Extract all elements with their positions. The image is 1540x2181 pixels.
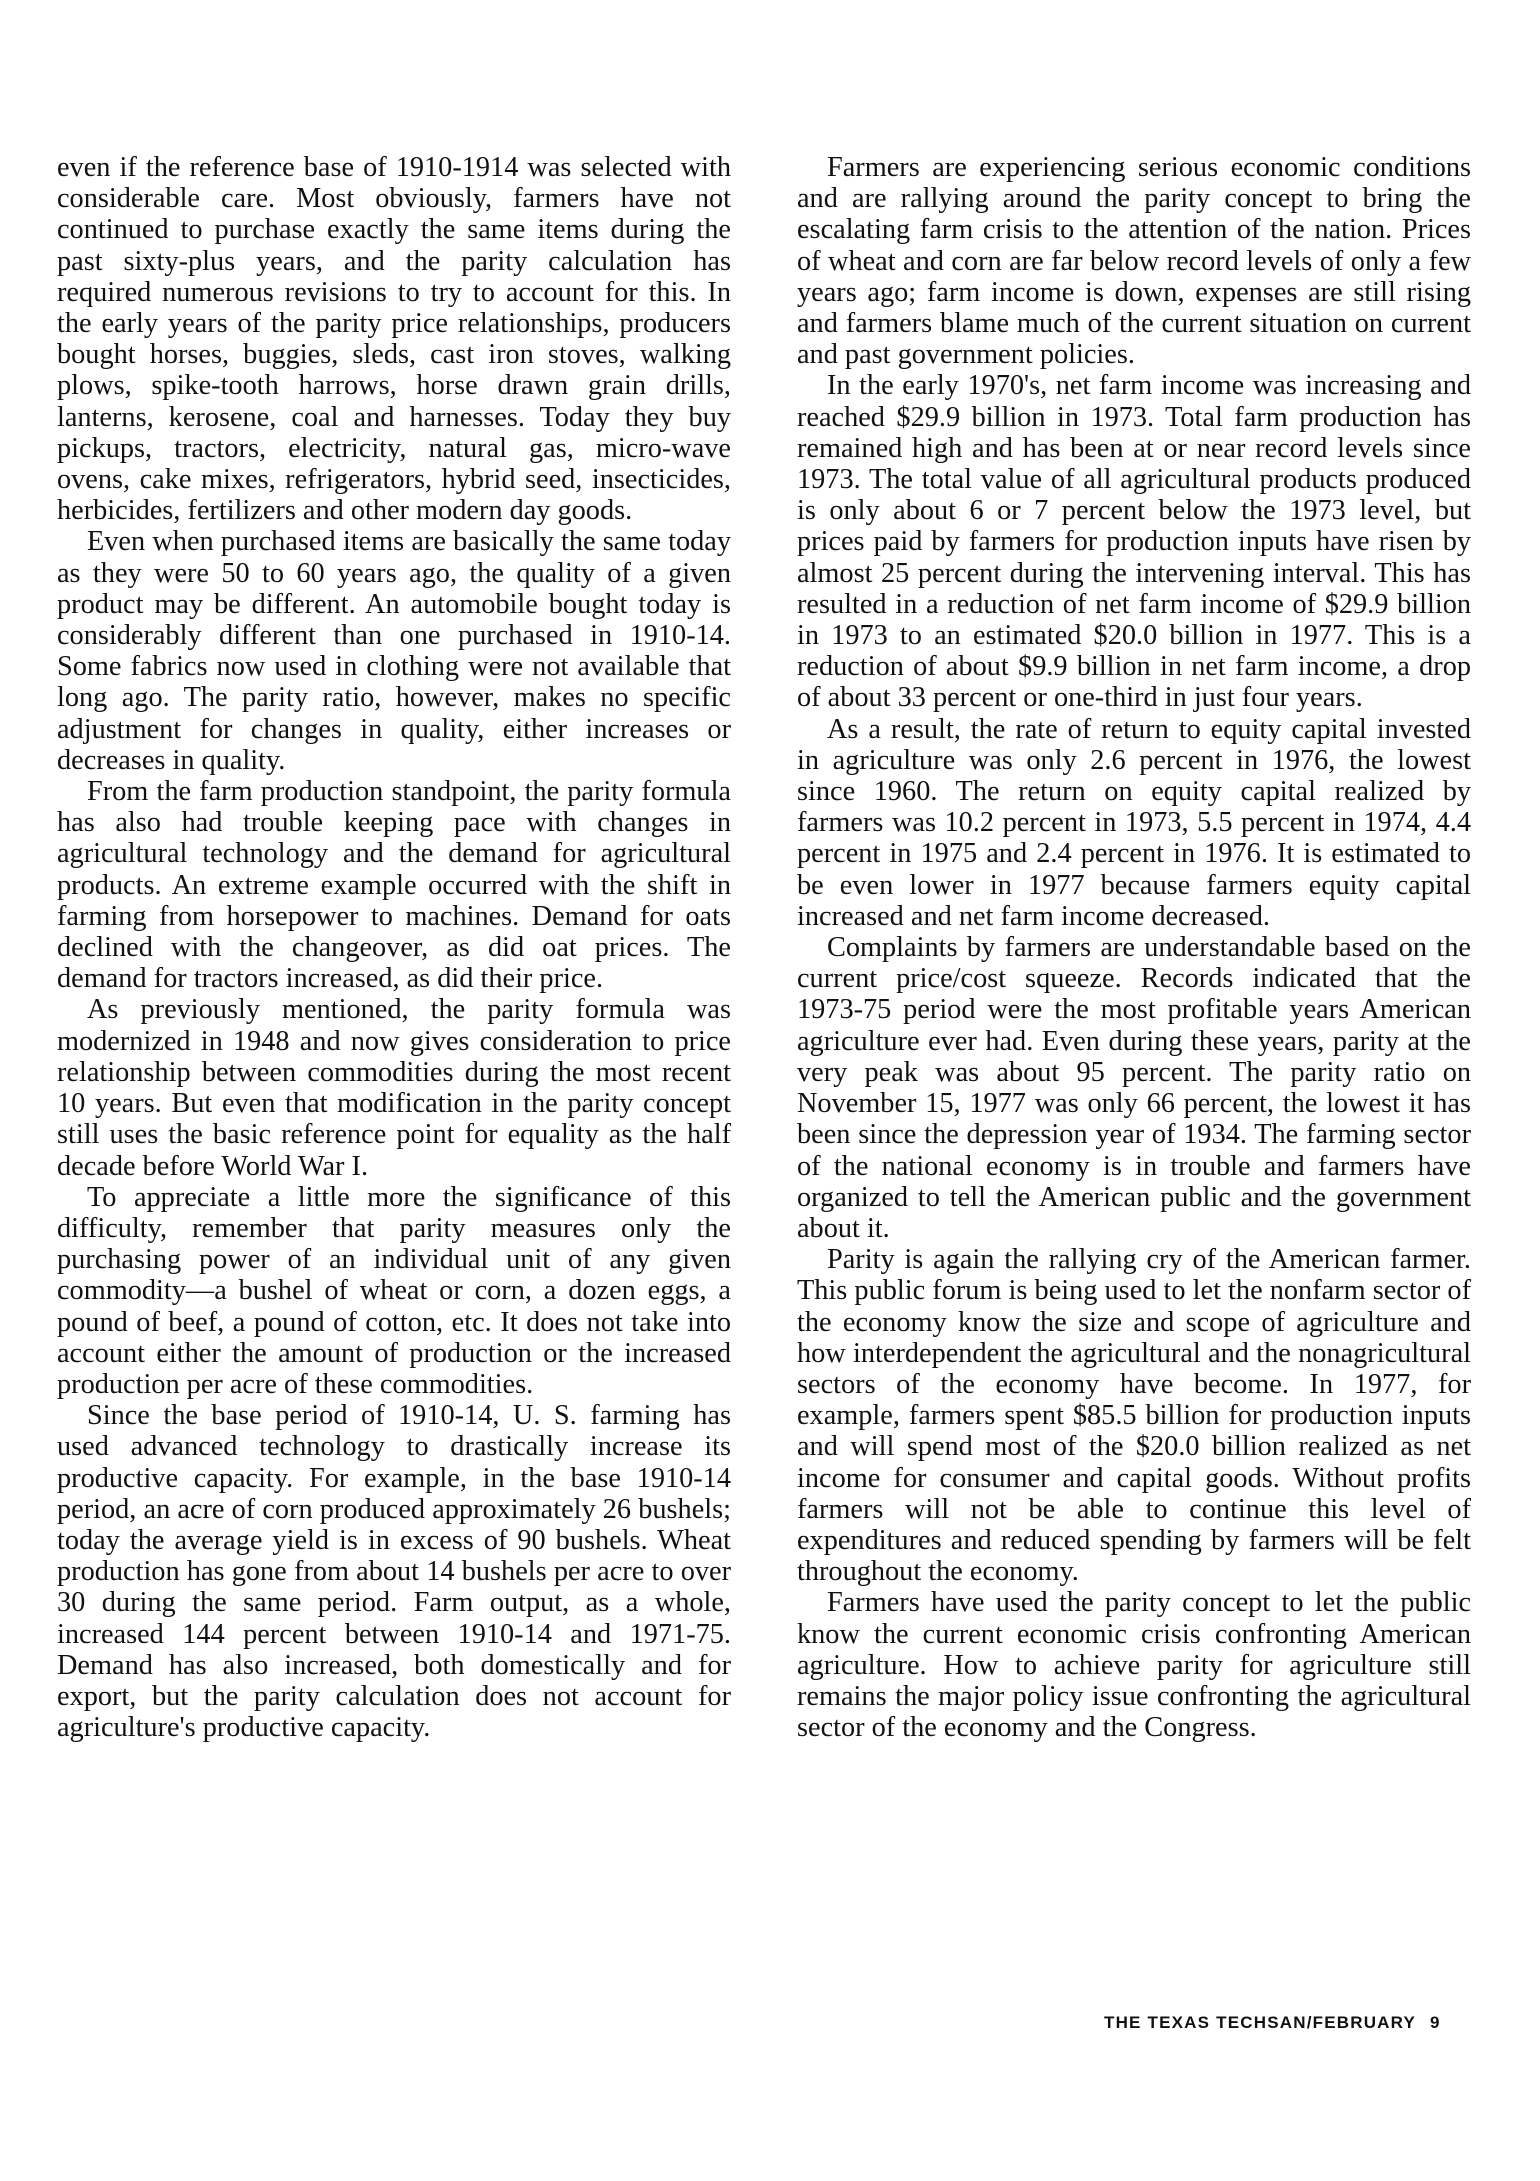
paragraph: Parity is again the rallying cry of the American farmer. This public forum is being used to let the nonfarm sector of the economy know the size and scope of agriculture and how interdependent the agricultural and the nonagricultural sectors of the economy have become. In 1977, for example, farmers spent $85.5 billion for production inputs and will spend most of the $20.0 billion realized as net income for consumer and capital goods. Without profits farmers will not be able to continue this level of expenditures and reduced spending by farmers will be felt throughout the economy. — [797, 1244, 1471, 1588]
paragraph: Complaints by farmers are understandable based on the current price/cost squeeze. Records indicated that the 1973-75 period were the most profitable years American agriculture ever had. Even during these years, parity at the very peak was about 95 percent. The parity ratio on November 15, 1977 was only 66 percent, the lowest it has been since the depression year of 1934. The farming sector of the national economy is in trouble and farmers have organized to tell the American public and the government about it. — [797, 932, 1471, 1244]
publication-name: THE TEXAS TECHSAN/FEBRUARY — [1104, 2013, 1417, 2032]
page-number: 9 — [1430, 2013, 1441, 2032]
paragraph: As previously mentioned, the parity formula was modernized in 1948 and now gives consideration to price relationship between commodities during the most recent 10 years. But even that modification in the parity concept still uses the basic reference point for equality as the half decade before World War I. — [57, 994, 731, 1182]
paragraph: To appreciate a little more the significance of this difficulty, remember that parity measures only the purchasing power of an individual unit of any given commodity—a bushel of wheat or corn, a dozen eggs, a pound of beef, a pound of cotton, etc. It does not take into account either the amount of production or the increased production per acre of these commodities. — [57, 1181, 731, 1400]
paragraph: Farmers are experiencing serious economic conditions and are rallying around the parity concept to bring the escalating farm crisis to the attention of the nation. Prices of wheat and corn are far below record levels of only a few years ago; farm income is down, expenses are still rising and farmers blame much of the current situation on current and past government policies. — [797, 152, 1471, 371]
paragraph: even if the reference base of 1910-1914 was selected with considerable care. Most obviously, farmers have not continued to purchase exactly the same items during the past sixty-plus years, and the parity calculation has required numerous revisions to try to account for this. In the early years of the parity price relationships, producers bought horses, buggies, sleds, cast iron stoves, walking plows, spike-tooth harrows, horse drawn grain drills, lanterns, kerosene, coal and harnesses. Today they buy pickups, tractors, electricity, natural gas, micro-wave ovens, cake mixes, refrigerators, hybrid seed, insecticides, herbicides, fertilizers and other modern day goods. — [57, 152, 731, 527]
left-column — [57, 152, 731, 1743]
paragraph: As a result, the rate of return to equity capital invested in agriculture was only 2.6 percent in 1976, the lowest since 1960. The return on equity capital realized by farmers was 10.2 percent in 1973, 5.5 percent in 1974, 4.4 percent in 1975 and 2.4 percent in 1976. It is estimated to be even lower in 1977 because farmers equity capital increased and net farm income decreased. — [797, 713, 1471, 932]
paragraph: Farmers have used the parity concept to let the public know the current economic crisis confronting American agriculture. How to achieve parity for agriculture still remains the major policy issue confronting the agricultural sector of the economy and the Congress. — [797, 1587, 1471, 1744]
paragraph: Since the base period of 1910-14, U. S. farming has used advanced technology to drastically increase its productive capacity. For example, in the base 1910-14 period, an acre of corn produced approximately 26 bushels; today the average yield is in excess of 90 bushels. Wheat production has gone from about 14 bushels per acre to over 30 during the same period. Farm output, as a whole, increased 144 percent between 1910-14 and 1971-75. Demand has also increased, both domestically and for export, but the parity calculation does not account for agriculture's productive capacity. — [57, 1400, 731, 1744]
paragraph: In the early 1970's, net farm income was increasing and reached $29.9 billion in 1973. Total farm production has remained high and has been at or near record levels since 1973. The total value of all agricultural products produced is only about 6 or 7 percent below the 1973 level, but prices paid by farmers for production inputs have risen by almost 25 percent during the intervening interval. This has resulted in a reduction of net farm income of $29.9 billion in 1973 to an estimated $20.0 billion in 1977. This is a reduction of about $9.9 billion in net farm income, a drop of about 33 percent or one-third in just four years. — [797, 370, 1471, 714]
paragraph: From the farm production standpoint, the parity formula has also had trouble keeping pace with changes in agricultural technology and the demand for agricultural products. An extreme example occurred with the shift in farming from horsepower to machines. Demand for oats declined with the changeover, as did oat prices. The demand for tractors increased, as did their price. — [57, 776, 731, 995]
page-footer — [1104, 2013, 1441, 2033]
right-column — [797, 152, 1471, 1743]
paragraph: Even when purchased items are basically the same today as they were 50 to 60 years ago, the quality of a given product may be different. An automobile bought today is considerably different than one purchased in 1910-14. Some fabrics now used in clothing were not available that long ago. The parity ratio, however, makes no specific adjustment for changes in quality, either increases or decreases in quality. — [57, 526, 731, 776]
